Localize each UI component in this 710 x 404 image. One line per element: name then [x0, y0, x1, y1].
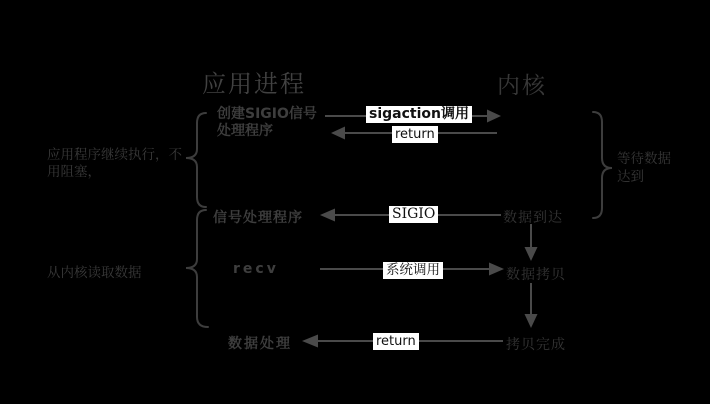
- app-step-create-sigio-handler-line2: 处理程序: [217, 123, 273, 139]
- app-step-create-sigio-handler-line1: 创建SIGIO信号: [217, 106, 317, 122]
- label-return-bottom: return: [373, 333, 419, 350]
- kernel-step-data-arrive: 数据到达: [503, 210, 563, 226]
- kernel-title: 内核: [497, 73, 547, 99]
- app-step-process-data: 数据处理: [228, 336, 292, 352]
- arrow-left-icon: [320, 209, 335, 222]
- annotation-wait-for-data: [617, 150, 671, 186]
- annotation-wait-for-data-line1: 等待数据: [617, 151, 671, 167]
- annotation-continue-execution-line2: 用阻塞，: [47, 163, 101, 180]
- arrow-left-icon: [302, 335, 318, 348]
- annotation-read-from-kernel: 从内核读取数据: [47, 265, 142, 281]
- arrow-left-icon: [331, 127, 345, 140]
- arrow-right-icon: [489, 263, 504, 276]
- kernel-step-data-copy: 数据拷贝: [506, 267, 566, 283]
- annotation-wait-for-data-line2: 达到: [617, 169, 644, 185]
- curly-brace-left-icon: [186, 210, 208, 327]
- curly-brace-left-icon: [186, 113, 206, 207]
- app-step-create-sigio-handler: [217, 106, 317, 140]
- annotation-continue-execution: [47, 147, 182, 180]
- kernel-step-copy-done: 拷贝完成: [506, 337, 566, 353]
- label-system-call: 系统调用: [383, 262, 443, 279]
- arrow-down-icon: [525, 247, 538, 261]
- annotation-continue-execution-line1: 应用程序继续执行，不: [47, 147, 182, 163]
- label-sigaction-call: sigaction调用: [366, 106, 472, 123]
- label-sigio: SIGIO: [389, 206, 438, 223]
- app-step-recv: recv: [233, 261, 279, 277]
- app-process-title: 应用进程: [202, 70, 306, 98]
- arrow-right-icon: [487, 110, 501, 123]
- arrow-down-icon: [525, 314, 538, 328]
- app-step-signal-handler: 信号处理程序: [213, 210, 303, 226]
- curly-brace-right-icon: [593, 112, 612, 218]
- label-return-top: return: [392, 126, 438, 143]
